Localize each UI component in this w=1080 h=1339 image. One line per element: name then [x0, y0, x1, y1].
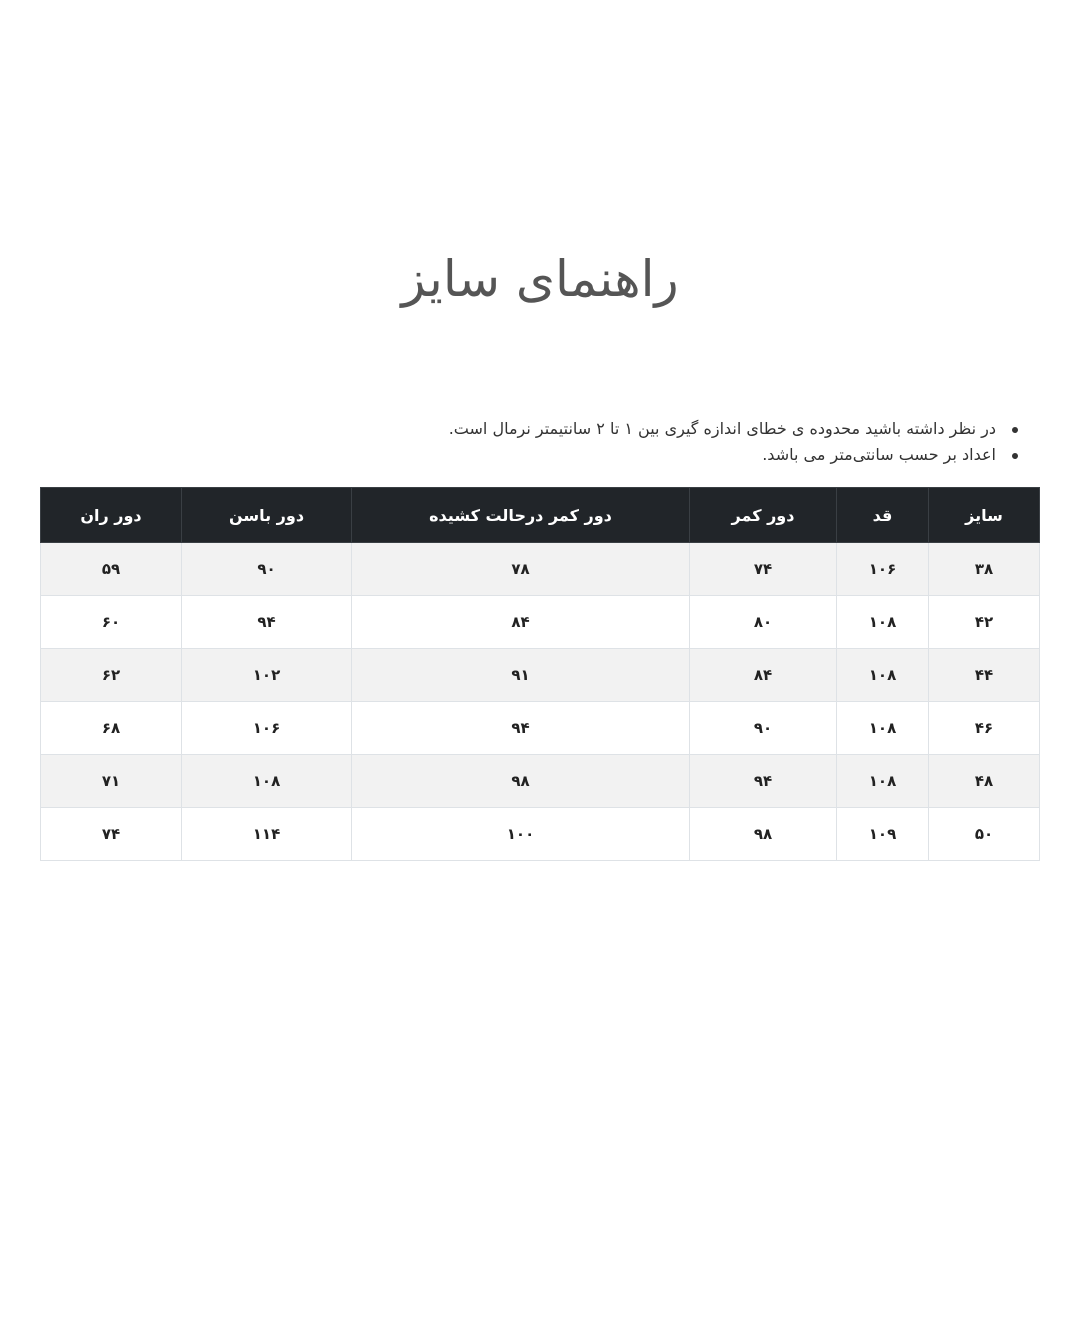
note-text: در نظر داشته باشید محدوده ی خطای اندازه گیری بین ۱ تا ۲ سانتیمتر نرمال است. [448, 419, 996, 438]
cell-waist: ۸۴ [690, 649, 837, 702]
cell-waist: ۹۴ [690, 755, 837, 808]
cell-size: ۴۴ [929, 649, 1040, 702]
table-row [41, 649, 1040, 702]
page-title: راهنمای سایز [401, 250, 679, 308]
cell-height: ۱۰۸ [837, 755, 929, 808]
cell-waist-stretched: ۹۴ [352, 702, 690, 755]
cell-size: ۴۲ [929, 596, 1040, 649]
cell-waist-stretched: ۸۴ [352, 596, 690, 649]
cell-waist-stretched: ۹۸ [352, 755, 690, 808]
cell-hip: ۹۴ [182, 596, 352, 649]
cell-waist-stretched: ۷۸ [352, 543, 690, 596]
header-thigh: دور ران [41, 488, 182, 543]
cell-waist: ۸۰ [690, 596, 837, 649]
cell-height: ۱۰۸ [837, 649, 929, 702]
cell-thigh: ۷۱ [41, 755, 182, 808]
table-row [41, 808, 1040, 861]
cell-thigh: ۶۰ [41, 596, 182, 649]
cell-waist: ۷۴ [690, 543, 837, 596]
header-waist: دور کمر [690, 488, 837, 543]
table-header-row [41, 488, 1040, 543]
cell-thigh: ۵۹ [41, 543, 182, 596]
header-height: قد [837, 488, 929, 543]
cell-size: ۳۸ [929, 543, 1040, 596]
cell-hip: ۱۰۲ [182, 649, 352, 702]
bullet-icon [1012, 453, 1018, 459]
header-size: سایز [929, 488, 1040, 543]
cell-hip: ۹۰ [182, 543, 352, 596]
cell-size: ۵۰ [929, 808, 1040, 861]
cell-hip: ۱۱۴ [182, 808, 352, 861]
cell-thigh: ۶۸ [41, 702, 182, 755]
table-row [41, 596, 1040, 649]
table-row [41, 543, 1040, 596]
bullet-icon [1012, 427, 1018, 433]
header-hip: دور باسن [182, 488, 352, 543]
cell-waist-stretched: ۹۱ [352, 649, 690, 702]
cell-height: ۱۰۶ [837, 543, 929, 596]
cell-hip: ۱۰۸ [182, 755, 352, 808]
note-item [58, 442, 1018, 468]
cell-waist: ۹۰ [690, 702, 837, 755]
cell-waist-stretched: ۱۰۰ [352, 808, 690, 861]
note-text: اعداد بر حسب سانتی‌متر می باشد. [762, 445, 996, 464]
cell-size: ۴۶ [929, 702, 1040, 755]
cell-waist: ۹۸ [690, 808, 837, 861]
cell-hip: ۱۰۶ [182, 702, 352, 755]
cell-thigh: ۶۲ [41, 649, 182, 702]
cell-size: ۴۸ [929, 755, 1040, 808]
cell-height: ۱۰۹ [837, 808, 929, 861]
cell-height: ۱۰۸ [837, 702, 929, 755]
table-row [41, 755, 1040, 808]
cell-thigh: ۷۴ [41, 808, 182, 861]
note-item [58, 416, 1018, 442]
cell-height: ۱۰۸ [837, 596, 929, 649]
notes-list [58, 416, 1018, 468]
size-table [40, 487, 1040, 861]
header-waist-stretched: دور کمر درحالت کشیده [352, 488, 690, 543]
table-row [41, 702, 1040, 755]
